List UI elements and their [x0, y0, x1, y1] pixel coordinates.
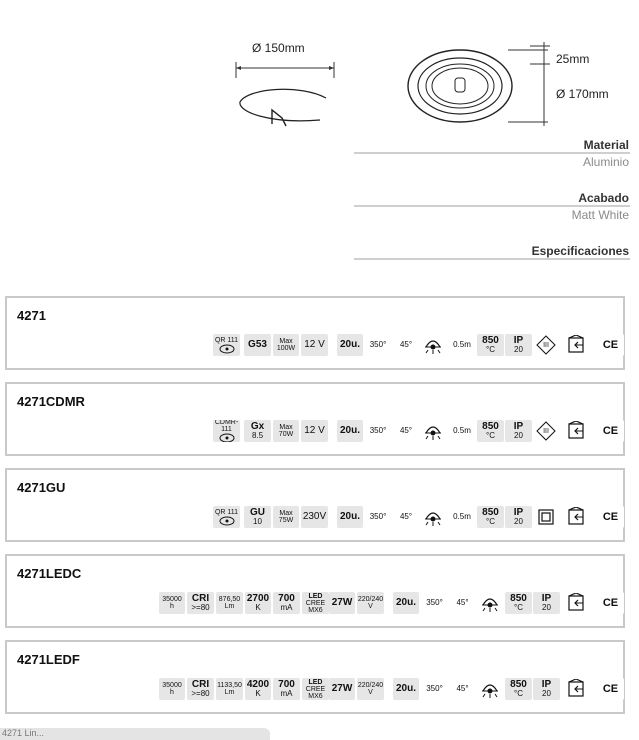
lamp-qr111-icon: QR 111: [213, 506, 240, 528]
temperature-badge: 850 °C: [505, 678, 532, 700]
ce-mark-text: CE: [602, 424, 619, 437]
tilt-45-icon: 45°: [393, 420, 419, 442]
units-badge: 20u.: [393, 592, 419, 614]
color-temp-badge: 4200 K: [246, 679, 270, 698]
socket-icon: Gx 8.5: [244, 420, 271, 442]
recessed-light-icon: [477, 592, 503, 614]
voltage-badge: 12 V: [301, 420, 328, 442]
units-badge: 20u.: [337, 334, 363, 356]
power-badge: 27W: [329, 592, 355, 614]
product-card: [5, 382, 625, 456]
tilt-45-icon: 45°: [393, 506, 419, 528]
product-card: [5, 554, 625, 628]
product-card: [5, 468, 625, 542]
product-code: 4271: [17, 308, 46, 323]
product-card: [5, 296, 625, 370]
units-badge: 20u.: [337, 420, 363, 442]
mount-icon: [562, 334, 589, 356]
ip-rating-badge: IP 20: [533, 678, 560, 700]
finish-label: Acabado: [578, 191, 629, 205]
ip-rating-badge: IP 20: [505, 506, 532, 528]
ce-mark-badge: [597, 334, 624, 356]
product-code: 4271CDMR: [17, 394, 85, 409]
units-badge: 20u.: [393, 678, 419, 700]
footer-tab[interactable]: 4271 Lin...: [0, 728, 270, 740]
ip-rating-badge: IP 20: [533, 592, 560, 614]
ce-mark-text: CE: [602, 338, 619, 351]
tilt-45-icon: 45°: [449, 592, 476, 614]
temperature-badge: 850 °C: [477, 506, 504, 528]
rotation-350-icon: 350°: [365, 334, 391, 356]
rotation-350-icon: 350°: [365, 506, 391, 528]
rotation-350-icon: 350°: [421, 678, 448, 700]
lumens-badge: 876,50 Lm: [216, 592, 243, 614]
voltage-range-badge: 220/240 V: [357, 592, 384, 614]
rotation-350-icon: 350°: [421, 592, 448, 614]
product-code: 4271GU: [17, 480, 66, 495]
icon-strip: [7, 556, 623, 626]
cri-badge: CRI >=80: [187, 678, 214, 700]
lifetime-badge: 35000 h: [159, 678, 185, 700]
recessed-light-icon: [421, 506, 445, 528]
icon-strip: [7, 470, 623, 540]
finish-value: Matt White: [571, 208, 629, 222]
mount-icon: [562, 506, 589, 528]
current-badge: 700 mA: [273, 592, 300, 614]
product-code: 4271LEDC: [17, 566, 82, 581]
mount-icon: [562, 678, 589, 700]
rotation-350-icon: 350°: [365, 420, 391, 442]
led-type-badge: LED CREE MX6: [302, 592, 329, 614]
ce-mark-badge: [597, 506, 624, 528]
max-power-badge: Max 70W: [273, 420, 299, 442]
led-type-badge: LED CREE MX6: [302, 678, 329, 700]
max-power-badge: Max 75W: [273, 506, 299, 528]
max-power-badge: Max 100W: [273, 334, 299, 356]
ip-rating-badge: IP 20: [505, 420, 532, 442]
icon-strip: [7, 298, 623, 368]
ce-mark-badge: [597, 678, 624, 700]
recessed-light-icon: [421, 334, 445, 356]
temperature-badge: 850 °C: [477, 420, 504, 442]
current-badge: 700 mA: [273, 678, 300, 700]
ce-mark-badge: [597, 420, 624, 442]
divider: [354, 258, 630, 260]
lumens-badge: 1133,50 Lm: [216, 678, 243, 700]
ip-rating-badge: IP 20: [505, 334, 532, 356]
product-code: 4271LEDF: [17, 652, 80, 667]
ce-mark-text: CE: [602, 682, 619, 695]
icon-strip: [7, 642, 623, 712]
specifications-label: Especificaciones: [531, 244, 629, 258]
voltage-range-badge: 220/240 V: [357, 678, 384, 700]
ce-mark-text: CE: [602, 510, 619, 523]
recessed-light-icon: [477, 678, 503, 700]
class-iii-icon: [533, 420, 559, 442]
ce-mark-badge: [597, 592, 624, 614]
top-view-svg: [400, 40, 560, 130]
power-badge: 27W: [329, 678, 355, 700]
class-ii-icon: [533, 506, 559, 528]
class-iii-icon: [533, 334, 559, 356]
socket-icon: G53: [244, 334, 271, 356]
class-iii-text: III: [543, 341, 549, 349]
voltage-badge: 12 V: [301, 334, 328, 356]
socket-icon: GU 10: [244, 506, 271, 528]
diameter-outer-label: Ø 170mm: [556, 87, 609, 101]
lifetime-badge: 35000 h: [159, 592, 185, 614]
divider: [354, 205, 630, 207]
product-card: [5, 640, 625, 714]
distance-icon: 0.5m: [449, 506, 475, 528]
recessed-light-icon: [421, 420, 445, 442]
icon-strip: [7, 384, 623, 454]
material-label: Material: [583, 138, 629, 152]
divider: [354, 152, 630, 154]
material-value: Aluminio: [582, 155, 629, 169]
temperature-badge: 850 °C: [477, 334, 504, 356]
color-temp-badge: 2700 K: [246, 593, 270, 612]
ce-mark-text: CE: [602, 596, 619, 609]
lamp-qr111-icon: QR 111: [213, 334, 240, 356]
distance-icon: 0.5m: [449, 334, 475, 356]
side-profile-svg: [230, 60, 340, 130]
mount-icon: [562, 592, 589, 614]
cri-badge: CRI >=80: [187, 592, 214, 614]
distance-icon: 0.5m: [449, 420, 475, 442]
lamp-cdmr111-icon: CDMR-111: [213, 420, 240, 442]
temperature-badge: 850 °C: [505, 592, 532, 614]
voltage-badge: 230V: [301, 506, 328, 528]
units-badge: 20u.: [337, 506, 363, 528]
height-label: 25mm: [556, 52, 590, 66]
mount-icon: [562, 420, 589, 442]
tilt-45-icon: 45°: [449, 678, 476, 700]
tilt-45-icon: 45°: [393, 334, 419, 356]
class-iii-text: III: [543, 427, 549, 435]
diameter-top-label: Ø 150mm: [252, 41, 305, 55]
